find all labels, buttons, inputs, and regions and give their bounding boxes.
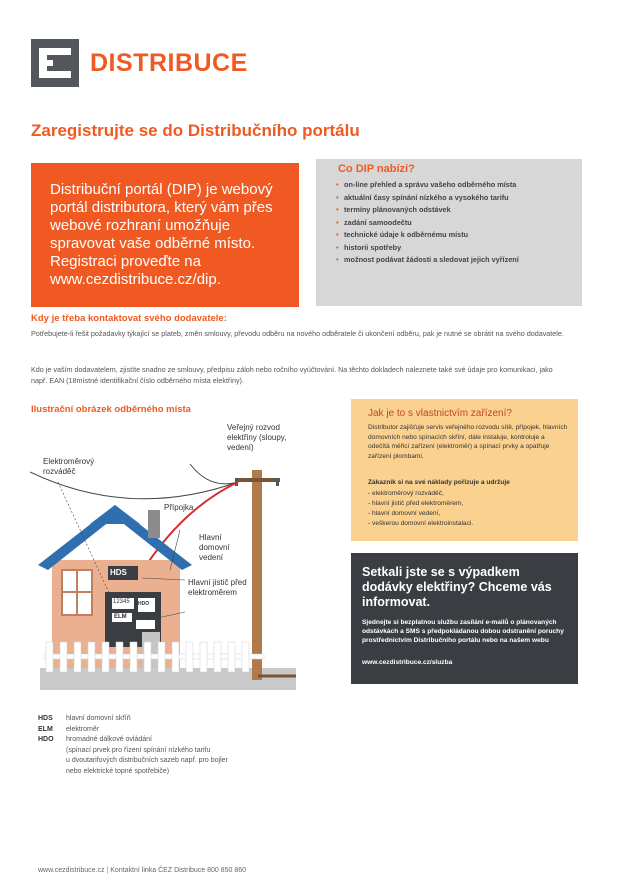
page-title: Zaregistrujte se do Distribučního portálu <box>31 121 360 140</box>
label-public-grid: Veřejný rozvod elektřiny (sloupy, vedení) <box>227 423 287 452</box>
list-item: • zadání samoodečtu <box>336 218 576 229</box>
ownership-paragraph: Distributor zajišťuje servis veřejného rozvodu sítě, přípojek, hlavních domovních nebo spínacích skříní, dále instaluje, kontroluje a odečítá měřicí zařízení (elektroměr) a spínací prvky a opatřuje zařízení plombami. <box>368 424 568 460</box>
contact-heading: Kdy je třeba kontaktovat svého dodavatele: <box>31 313 227 324</box>
ownership-item: - hlavní jistič před elektroměrem, <box>368 500 464 507</box>
list-item: • technické údaje k odběrnému místu <box>336 230 576 241</box>
legend-row: HDS hlavní domovní skříň <box>38 715 131 722</box>
outage-text: Sjednejte si bezplatnou službu zasílání e-mailů o plánovaných odstávkách a SMS s předpokládanou dobou odstranění poruchy prostřednictvím Distribučního portálu nebo na našem webu <box>362 619 564 644</box>
footer-hotline: Kontaktní linka ČEZ Distribuce 800 850 860 <box>110 867 247 874</box>
label-elm: ELM <box>114 614 127 620</box>
outage-link[interactable]: www.cezdistribuce.cz/sluzba <box>362 659 453 666</box>
brand-name: DISTRIBUCE <box>90 49 248 77</box>
contact-paragraph-2: Kdo je vaším dodavatelem, zjistíte snadno ze smlouvy, předpisu záloh nebo ročního vyúčtování. Na těchto dokladech naleznete také své údaje pro komunikaci, jako např. EAN (18místné identifikační číslo odběrného místa elektřiny). <box>31 365 553 385</box>
list-item: • aktuální časy spínání nízkého a vysokého tarifu <box>336 193 576 204</box>
legend-row: ELM elektroměr <box>38 725 100 733</box>
label-meter-value: 12345 <box>113 599 130 605</box>
footer <box>38 867 246 874</box>
ownership-item: - hlavní domovní vedení, <box>368 510 441 517</box>
legend-row: HDO hromadné dálkové ovládání <box>38 736 153 743</box>
illustration-heading: Ilustrační obrázek odběrného místa <box>31 404 191 415</box>
label-main-breaker: Hlavní jistič před elektroměrem <box>188 578 247 597</box>
label-meter-board: Elektroměrový rozváděč <box>43 457 95 476</box>
footer-separator: | <box>106 867 109 874</box>
contact-paragraph-1: Potřebujete-li řešit požadavky týkající se plateb, změn smlouvy, převodu odběru na nového odběratele či ukončení odběru, pak je nutné se obrátit na svého dodavatele. <box>31 329 564 338</box>
ownership-heading: Jak je to s vlastnictvím zařízení? <box>368 408 512 419</box>
list-item: • možnost podávat žádosti a sledovat jejich vyřízení <box>336 255 576 266</box>
ownership-box <box>351 399 578 541</box>
label-connection: Přípojka <box>164 503 194 512</box>
list-item: • historii spotřeby <box>336 243 576 254</box>
outage-heading: Setkali jste se s výpadkem dodávky elektřiny? Chceme vás informovat. <box>362 565 552 609</box>
legend-row: nebo elektrické topné spotřebiče) <box>66 767 170 775</box>
intro-text: Distribuční portál (DIP) je webový portál distributora, který vám přes webové rozhraní umožňuje spravovat vaše odběrné místo. Registraci proveďte na www.cezdistribuce.cz/dip. <box>50 181 273 288</box>
outage-box <box>351 553 578 684</box>
cez-logo <box>31 39 79 87</box>
label-hds: HDS <box>110 568 127 577</box>
dip-benefits-heading: Co DIP nabízí? <box>338 163 415 175</box>
label-hdo: HDO <box>138 601 150 607</box>
footer-site-link[interactable]: www.cezdistribuce.cz <box>38 867 105 874</box>
dip-benefits-box <box>316 159 582 306</box>
legend <box>38 714 228 777</box>
ownership-item: - veškerou domovní elektroinstalaci. <box>368 520 474 527</box>
label-main-line: Hlavní domovní vedení <box>199 533 230 562</box>
dip-benefits-list <box>336 180 576 268</box>
ownership-item: - elektroměrový rozváděč, <box>368 490 444 497</box>
list-item: • termíny plánovaných odstávek <box>336 205 576 216</box>
legend-row: (spínací prvek pro řízení spínání nízkého tarifu <box>66 746 211 754</box>
legend-row: u dvoutarifových distribučních sazeb např. pro bojler <box>66 757 228 764</box>
ownership-customer-intro: Zákazník si na své náklady pořizuje a udržuje <box>368 479 510 486</box>
list-item: • on-line přehled a správu vašeho odběrného místa <box>336 180 576 191</box>
